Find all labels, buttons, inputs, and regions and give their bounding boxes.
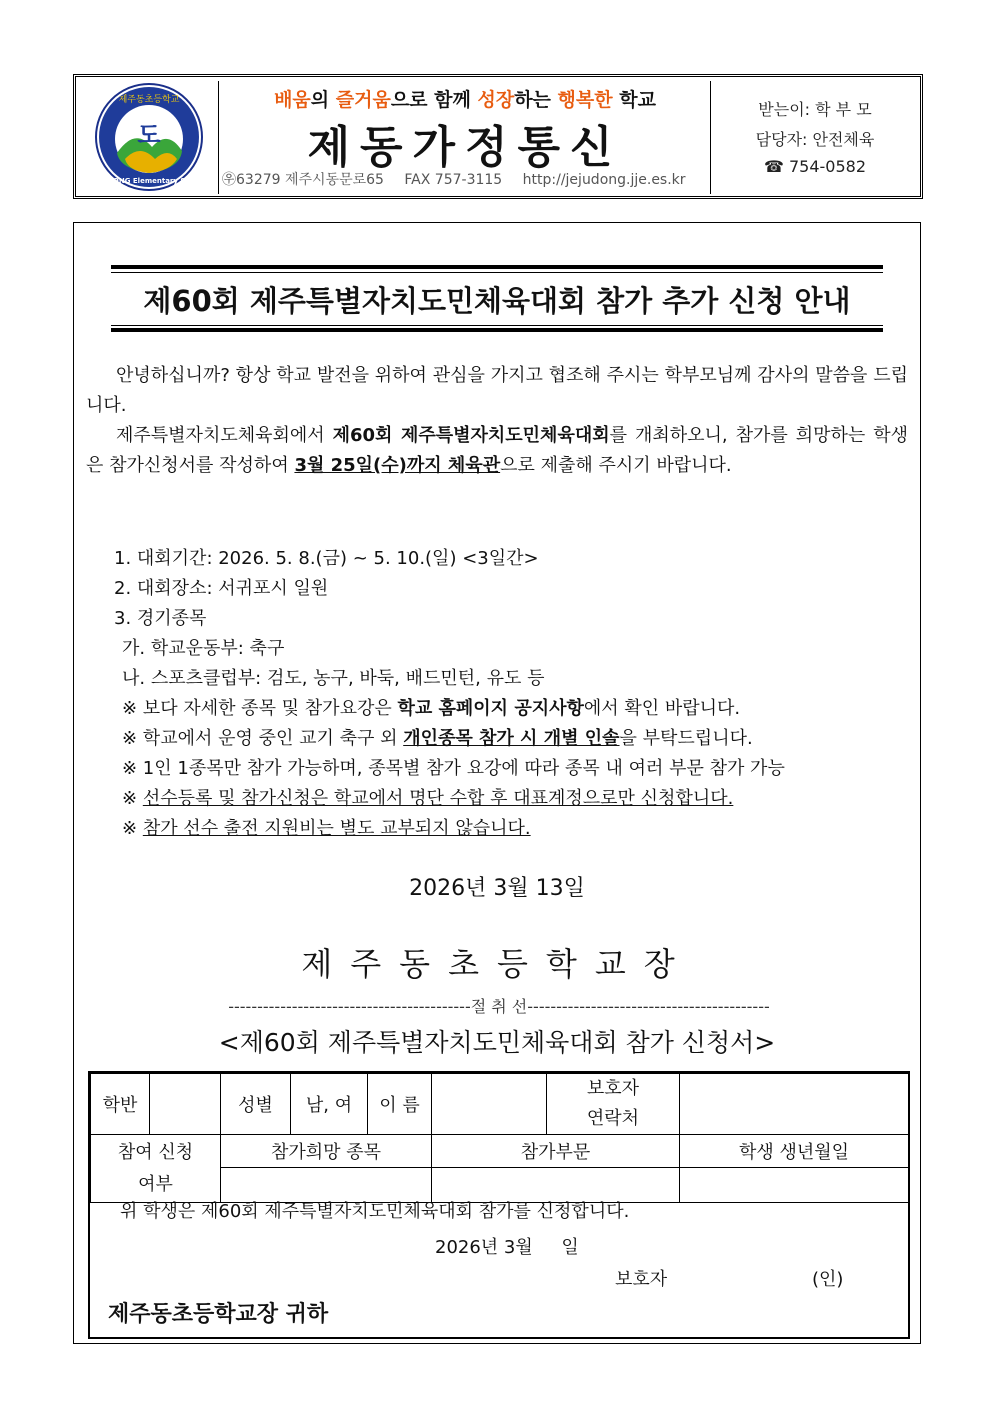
application-table bbox=[90, 1073, 909, 1203]
application-confirmation bbox=[90, 1197, 908, 1335]
note-details-end: 에서 확인 바랍니다. bbox=[583, 698, 741, 719]
application-form bbox=[88, 1071, 910, 1339]
label-participation bbox=[91, 1135, 221, 1203]
input-grade-class[interactable] bbox=[150, 1074, 221, 1135]
note-details-text: ※ 보다 자세한 종목 및 참가요강은 bbox=[122, 698, 398, 719]
participation-label-2: 여부 bbox=[138, 1173, 173, 1195]
slogan-part: 하는 bbox=[514, 89, 558, 111]
item-events-school-team: 가. 학교운동부: 축구 bbox=[122, 638, 285, 659]
event-name: 제60회 제주특별자치도민체육대회 bbox=[332, 425, 610, 446]
letterhead bbox=[73, 74, 923, 199]
notice-date: 2026년 3월 13일 bbox=[409, 876, 585, 901]
deadline: 3월 25일(수)까지 체육관 bbox=[294, 455, 501, 476]
school-fax: FAX 757-3115 bbox=[404, 172, 503, 188]
application-statement: 위 학생은 제60회 제주특별자치도민체육대회 참가를 신청합니다. bbox=[120, 1201, 630, 1222]
input-gender[interactable]: 남, 여 bbox=[291, 1074, 368, 1135]
item-events-sports-club: 나. 스포츠클럽부: 검도, 농구, 바둑, 배드민턴, 유도 등 bbox=[122, 668, 545, 689]
letterhead-center bbox=[220, 77, 710, 196]
slogan-part: 학교 bbox=[612, 89, 656, 111]
item-events: 3. 경기종목 bbox=[114, 608, 207, 629]
principal-signature: 제주동초등학교장 bbox=[301, 945, 693, 983]
cut-line: ------------------------------------------절 취 선------------------------------------------ bbox=[228, 997, 770, 1016]
note-details-emphasis: 학교 홈페이지 공지사항 bbox=[397, 698, 584, 719]
label-grade-class: 학반 bbox=[91, 1074, 150, 1135]
school-address: ㉾63279 제주시동문로65 bbox=[222, 172, 384, 188]
logo-char: 도 bbox=[137, 121, 161, 149]
note-one-event: ※ 1인 1종목만 참가 가능하며, 종목별 참가 요강에 따라 종목 내 여러 부문 참가 가능 bbox=[122, 758, 785, 779]
announcement-paragraph bbox=[86, 421, 908, 481]
school-contact-line bbox=[222, 169, 712, 189]
announcement-text-3: 으로 제출해 주시기 바랍니다. bbox=[500, 455, 732, 476]
input-name[interactable] bbox=[432, 1074, 547, 1135]
label-division: 참가부문 bbox=[432, 1135, 680, 1168]
seal-mark[interactable]: (인) bbox=[812, 1269, 844, 1290]
school-emblem-icon bbox=[80, 81, 218, 194]
note-escort bbox=[122, 724, 753, 750]
slogan-part: 배움 bbox=[274, 89, 311, 111]
label-birth: 학생 생년월일 bbox=[680, 1135, 909, 1168]
note-registration-mark: ※ bbox=[122, 788, 143, 809]
label-gender: 성별 bbox=[221, 1074, 291, 1135]
announcement-text-2: 를 개최하오니, 참가를 희망하는 학생은 참가신청서를 작성하여 bbox=[86, 425, 908, 476]
form-title: <제60회 제주특별자치도민체육대회 참가 신청서> bbox=[218, 1028, 776, 1057]
school-logo bbox=[80, 81, 219, 194]
note-registration-text: 선수등록 및 참가신청은 학교에서 명단 수합 후 대표계정으로만 신청합니다. bbox=[142, 788, 734, 809]
note-escort-end: 을 부탁드립니다. bbox=[619, 728, 753, 749]
note-support-text: 참가 선수 출전 지원비는 별도 교부되지 않습니다. bbox=[142, 818, 531, 839]
recipient-info bbox=[710, 81, 919, 194]
note-support-mark: ※ bbox=[122, 818, 143, 839]
note-support bbox=[122, 814, 531, 840]
notice-title: 제60회 제주특별자치도민체육대회 참가 추가 신청 안내 bbox=[143, 284, 851, 318]
newsletter-title: 제동가정통신 bbox=[307, 122, 623, 173]
participation-label-1: 참여 신청 bbox=[117, 1141, 194, 1163]
greeting-paragraph: 안녕하십니까? 항상 학교 발전을 위하여 관심을 가지고 협조해 주시는 학부모님께 감사의 말씀을 드립니다. bbox=[86, 365, 908, 416]
slogan-part: 행복한 bbox=[557, 89, 613, 111]
announcement-text-1: 제주특별자치도체육회에서 bbox=[116, 425, 333, 446]
slogan-part: 으로 함께 bbox=[390, 89, 478, 111]
note-escort-emphasis: 개인종목 참가 시 개별 인솔 bbox=[403, 728, 620, 749]
note-details bbox=[122, 694, 740, 720]
phone-number: ☎ 754-0582 bbox=[763, 157, 867, 176]
slogan-part: 성장 bbox=[477, 89, 515, 111]
cut-label: 절 취 선 bbox=[470, 997, 528, 1016]
item-period: 1. 대회기간: 2026. 5. 8.(금) ~ 5. 10.(일) <3일간> bbox=[114, 548, 539, 569]
school-website[interactable]: http://jejudong.jje.es.kr bbox=[522, 172, 686, 188]
input-guardian-contact[interactable] bbox=[680, 1074, 909, 1135]
slogan-part: 의 bbox=[310, 89, 336, 111]
logo-text-bottom: JEJUDONG Elementary School bbox=[91, 177, 207, 185]
item-venue: 2. 대회장소: 서귀포시 일원 bbox=[114, 578, 329, 599]
label-name: 이 름 bbox=[368, 1074, 432, 1135]
manager: 담당자: 안전체육 bbox=[755, 130, 875, 149]
application-date: 2026년 3월 일 bbox=[435, 1237, 579, 1258]
guardian-label-1: 보호자 bbox=[586, 1078, 640, 1099]
guardian-label-2: 연락처 bbox=[586, 1108, 640, 1129]
note-registration bbox=[122, 784, 733, 810]
label-guardian-contact bbox=[547, 1074, 680, 1135]
guardian-sign-label: 보호자 bbox=[615, 1269, 668, 1290]
school-slogan bbox=[220, 85, 710, 112]
label-event: 참가희망 종목 bbox=[221, 1135, 432, 1168]
recipient: 받는이: 학 부 모 bbox=[758, 100, 872, 119]
form-addressee: 제주동초등학교장 귀하 bbox=[108, 1302, 329, 1327]
note-escort-text: ※ 학교에서 운영 중인 교기 축구 외 bbox=[122, 728, 404, 749]
notice-body bbox=[73, 222, 921, 1344]
slogan-part: 즐거움 bbox=[335, 89, 391, 111]
title-band bbox=[111, 265, 883, 333]
logo-text-top: 제주동초등학교 bbox=[118, 95, 180, 105]
